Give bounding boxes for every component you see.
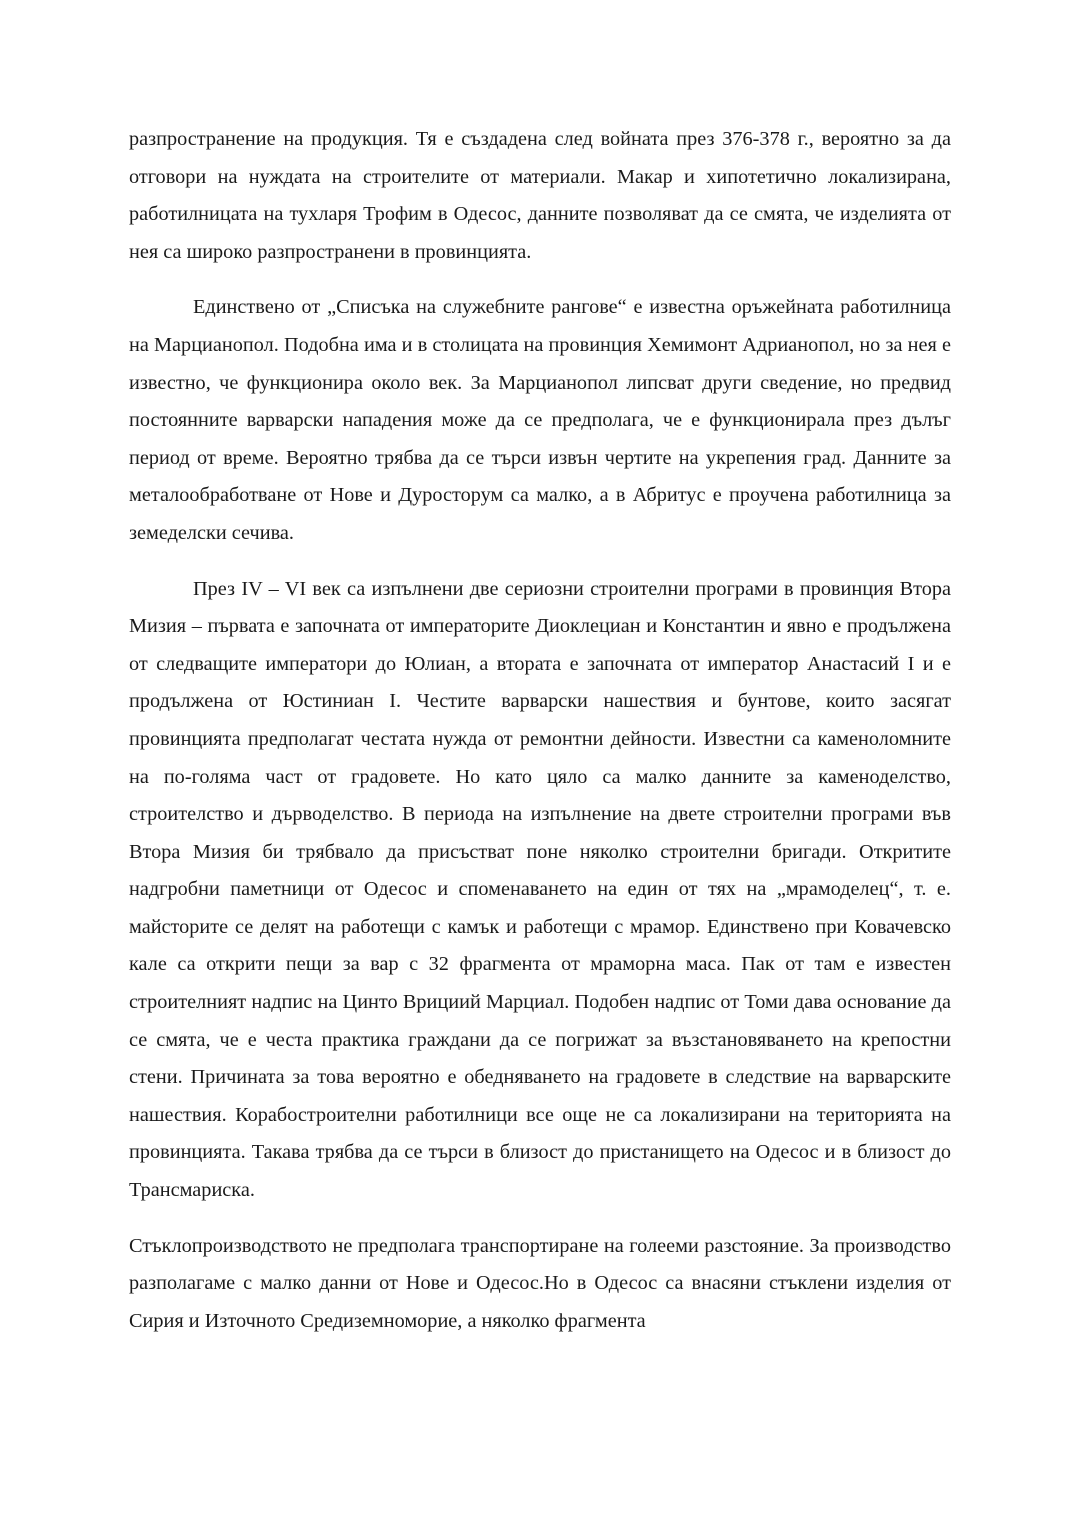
paragraph-1: разпространение на продукция. Тя е създадена след войната през 376-378 г., вероятно за да отговори на нуждата на строителите от материали. Макар и хипотетично локализирана, работилницата на тухларя Трофим в Одесос, данните позволяват да се смята, че изделията от нея са широко разпространени в провинцията. [129, 128, 951, 263]
paragraph-4: Стъклопроизводството не предполага транспортиране на голееми разстояние. За производство разполагаме с малко данни от Нове и Одесос.Но в Одесос са внасяни стъклени изделия от Сирия и Източното Средиземноморие, а няколко фрагмента [129, 1234, 951, 1332]
paragraph-3: През IV – VI век са изпълнени две сериозни строителни програми в провинция Втора Мизия – първата е започната от императорите Диоклециан и Константин и явно е продължена от следващите императори до Юлиан, а втората е започната от император Анастасий I и е продължена от Юстиниан I. Честите варварски нашествия и бунтове, които засягат провинцията предполагат честата нужда от ремонтни дейности. Известни са каменоломните на по-голяма част от градовете. Но като цяло са малко данните за каменоделство, строителство и дърводелство. В периода на изпълнение на двете строителни програми във Втора Мизия би трябвало да присъстват поне няколко строителни бригади. Откритите надгробни паметници от Одесос и споменаването на един от тях на „мрамоделец“, т. е. майсторите се делят на работещи с камък и работещи с мрамор. Единствено при Ковачевско кале са открити пещи за вар с 32 фрагмента от мраморна маса. Пак от там е известен строителният надпис на Цинто Врициий Марциал. Подобен надпис от Томи дава основание да се смята, че е честа практика граждани да се погрижат за възстановяването на крепостни стени. Причината за това вероятно е обедняването на градовете в следствие на варварските нашествия. Корабостроителни работилници все още не са локализирани на територията на провинцията. Такава трябва да се търси в близост до пристанището на Одесос и в близост до Трансмариска. [129, 577, 951, 1202]
paragraph-2: Единствено от „Списъка на служебните рангове“ е известна оръжейната работилница на Марцианопол. Подобна има и в столицата на провинция Хемимонт Адрианопол, но за нея е известно, че функционира около век. За Марцианопол липсват други сведение, но предвид постоянните варварски нападения може да се предполага, че е функционирала през дълъг период от време. Вероятно трябва да се търси извън чертите на укрепения град. Данните за металообработване от Нове и Дуросторум са малко, а в Абритус е проучена работилница за земеделски сечива. [129, 296, 951, 544]
document-body [129, 121, 951, 1358]
